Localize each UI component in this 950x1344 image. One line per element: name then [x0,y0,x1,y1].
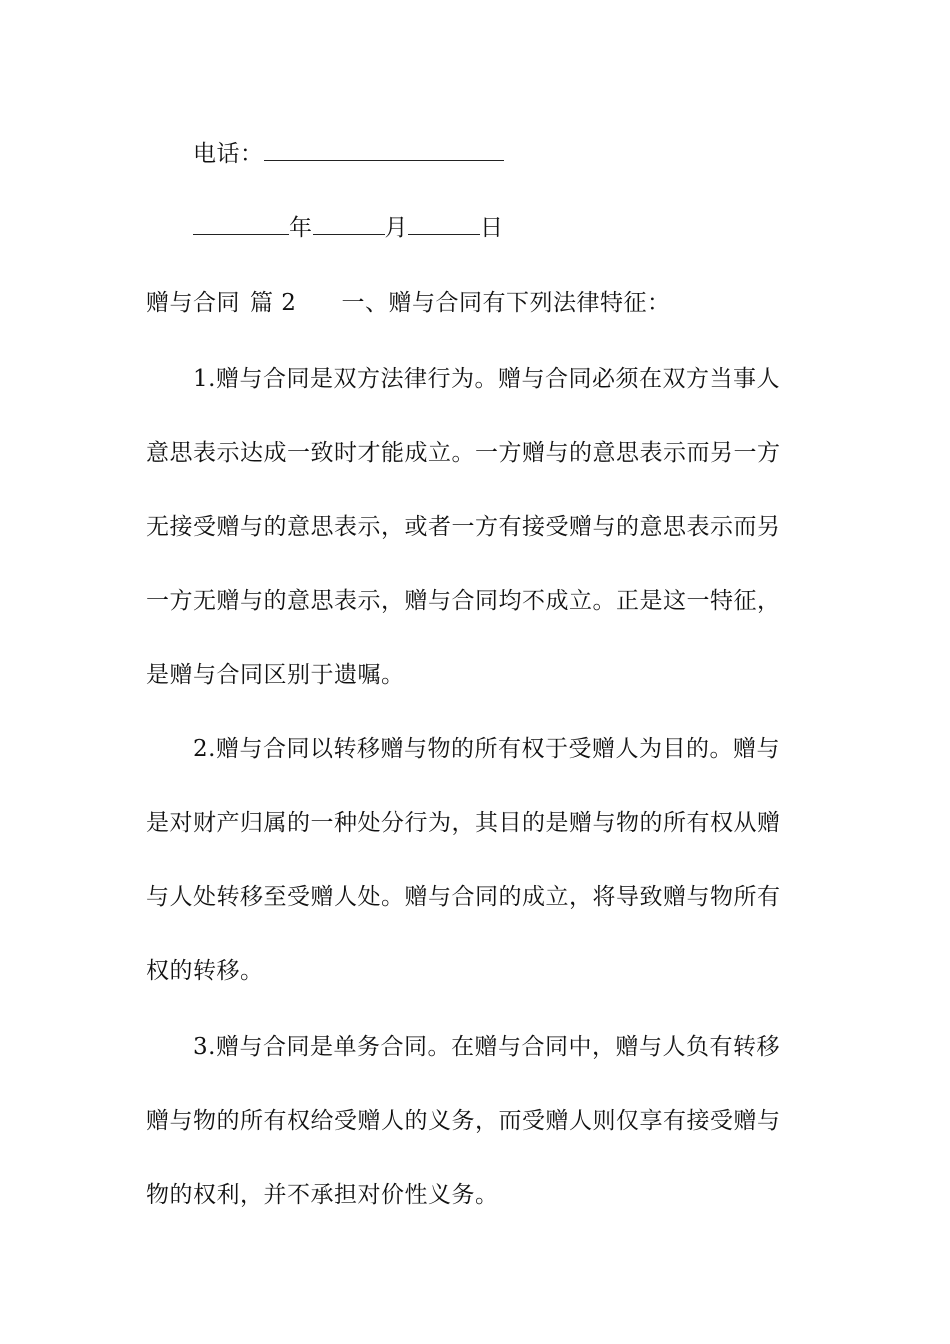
date-line [193,212,863,243]
document-title: 赠与合同 [146,290,240,316]
year-label: 年 [289,215,313,241]
paragraph-line: 3.赠与合同是单务合同。在赠与合同中，赠与人负有转移 [193,1034,780,1060]
paragraph-line: 1.赠与合同是双方法律行为。赠与合同必须在双方当事人 [193,366,780,392]
paragraph-line: 权的转移。 [146,958,264,984]
paragraph-line: 2.赠与合同以转移赠与物的所有权于受赠人为目的。赠与 [193,736,780,762]
day-blank [408,212,480,235]
paragraph-line: 意思表示达成一致时才能成立。一方赠与的意思表示而另一方 [146,440,781,466]
paragraph-line: 一方无赠与的意思表示，赠与合同均不成立。正是这一特征， [146,588,781,614]
phone-blank [264,138,504,161]
day-label: 日 [480,215,504,241]
part-label: 篇 2 [250,290,297,316]
heading-line [146,288,816,318]
paragraph-line: 无接受赠与的意思表示，或者一方有接受赠与的意思表示而另 [146,514,781,540]
paragraph-line: 与人处转移至受赠人处。赠与合同的成立，将导致赠与物所有 [146,884,781,910]
paragraph-line: 物的权利，并不承担对价性义务。 [146,1182,499,1208]
paragraph-line: 是对财产归属的一种处分行为，其目的是赠与物的所有权从赠 [146,810,781,836]
month-label: 月 [384,215,408,241]
paragraph-line: 赠与物的所有权给受赠人的义务，而受赠人则仅享有接受赠与 [146,1108,781,1134]
section-heading: 一、赠与合同有下列法律特征： [341,290,671,316]
paragraph-line: 是赠与合同区别于遗嘱。 [146,662,405,688]
month-blank [313,212,385,235]
phone-label: 电话： [193,141,264,167]
phone-line [193,138,863,169]
year-blank [193,212,289,235]
